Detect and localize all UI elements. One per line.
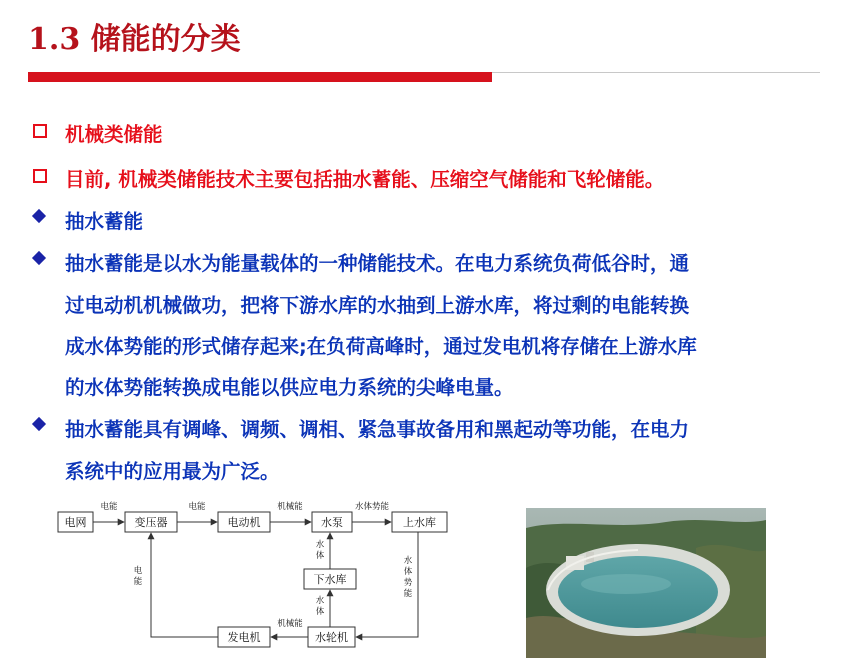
node-pump-label: 水泵 [321,516,343,529]
node-motor-label: 电动机 [227,516,261,529]
node-lower-reservoir-label: 下水库 [313,573,347,586]
edge-label-vertical: 水体 [315,596,325,617]
edge-label-vertical: 水体势能 [403,556,413,599]
reservoir-photo [526,508,766,658]
bullet-continuation: 过电动机机械做功，把将下游水库的水抽到上游水库，将过剩的电能转换 [65,294,690,317]
pumped-storage-flow-diagram [50,495,450,653]
node-grid-label: 电网 [64,516,87,529]
page-title: 1.3 储能的分类 [28,22,241,57]
title-accent-bar [28,72,492,82]
node-turbine-label: 水轮机 [315,631,348,644]
edge-label: 电能 [188,502,206,512]
diamond-bullet-icon [32,417,46,431]
diamond-bullet-icon [32,209,46,223]
edge-label: 机械能 [277,619,303,629]
diamond-bullet-icon [32,251,46,265]
bullet-continuation: 系统中的应用最为广泛。 [65,460,280,483]
edge-label-vertical: 电能 [133,566,143,587]
edge-label-vertical: 水体 [315,540,325,561]
bullet-text: 抽水蓄能是以水为能量载体的一种储能技术。在电力系统负荷低谷时，通 [65,252,690,275]
edge-label: 机械能 [277,502,303,512]
edge-label: 水体势能 [354,502,390,512]
node-generator-label: 发电机 [227,631,261,644]
bullet-text: 抽水蓄能 [65,210,144,233]
node-upper-reservoir-label: 上水库 [403,516,436,529]
edge-generator-transformer [151,533,218,637]
bullet-text: 机械类储能 [65,123,163,146]
bullet-text: 抽水蓄能具有调峰、调频、调相、紧急事故备用和黑起动等功能，在电力 [65,418,690,441]
bullet-text: 目前, 机械类储能技术主要包括抽水蓄能、压缩空气储能和飞轮储能。 [65,168,665,191]
square-bullet-icon [33,169,47,183]
edge-label: 电能 [100,502,118,512]
bullet-continuation: 的水体势能转换成电能以供应电力系统的尖峰电量。 [65,376,514,399]
node-transformer-label: 变压器 [134,516,168,529]
bullet-continuation: 成水体势能的形式储存起来;在负荷高峰时，通过发电机将存储在上游水库 [65,335,697,358]
square-bullet-icon [33,124,47,138]
